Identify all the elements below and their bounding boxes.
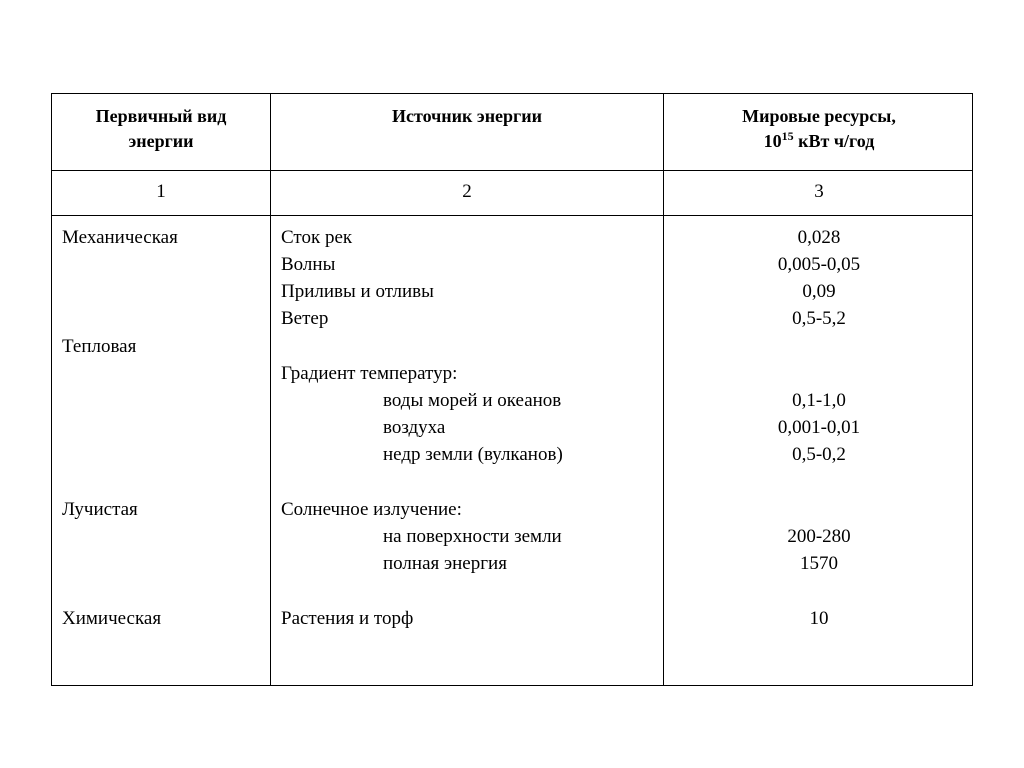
value-waves: 0,005-0,05 <box>777 254 861 275</box>
value-surface: 200-280 <box>787 526 851 547</box>
source-waves: Волны <box>281 254 336 275</box>
header-col1-line2: энергии <box>128 131 194 151</box>
source-wind: Ветер <box>281 308 329 329</box>
source-river: Сток рек <box>281 227 353 248</box>
source-total: полная энергия <box>383 553 507 574</box>
header-col1-line1: Первичный вид <box>95 106 227 126</box>
value-river: 0,028 <box>797 227 841 248</box>
header-col2-text: Источник энергии <box>392 106 542 126</box>
header-col3-line2 <box>664 129 974 154</box>
source-plants: Растения и торф <box>281 608 414 629</box>
value-total: 1570 <box>800 553 838 574</box>
header-divider <box>52 170 972 171</box>
header-primary-energy-type <box>52 104 270 154</box>
source-tides: Приливы и отливы <box>281 281 434 302</box>
source-gradient: Градиент температур: <box>281 363 458 384</box>
type-thermal: Тепловая <box>62 336 137 357</box>
value-air: 0,001-0,01 <box>777 417 861 438</box>
type-radiant: Лучистая <box>62 499 138 520</box>
value-seas: 0,1-1,0 <box>792 390 846 411</box>
energy-resources-table <box>51 93 973 686</box>
header-col3-line1: Мировые ресурсы, <box>742 106 896 126</box>
number-row-divider <box>52 215 972 216</box>
header-world-resources <box>664 104 974 154</box>
type-mechanical: Механическая <box>62 227 178 248</box>
column-number-1: 1 <box>156 181 166 202</box>
value-earth: 0,5-0,2 <box>792 444 846 465</box>
value-plants: 10 <box>809 608 829 629</box>
source-surface: на поверхности земли <box>383 526 562 547</box>
source-seas: воды морей и океанов <box>383 390 562 411</box>
value-tides: 0,09 <box>802 281 836 302</box>
header-col3-base: 10 <box>763 131 782 151</box>
column-number-2: 2 <box>462 181 472 202</box>
header-col3-exponent: 15 <box>781 129 794 143</box>
value-wind: 0,5-5,2 <box>792 308 846 329</box>
source-solar: Солнечное излучение: <box>281 499 462 520</box>
source-earth: недр земли (вулканов) <box>383 444 563 465</box>
source-air: воздуха <box>383 417 446 438</box>
header-energy-source <box>271 104 663 129</box>
type-chemical: Химическая <box>62 608 162 629</box>
column-number-3: 3 <box>814 181 824 202</box>
header-col3-unit: кВт ч/год <box>793 131 875 151</box>
